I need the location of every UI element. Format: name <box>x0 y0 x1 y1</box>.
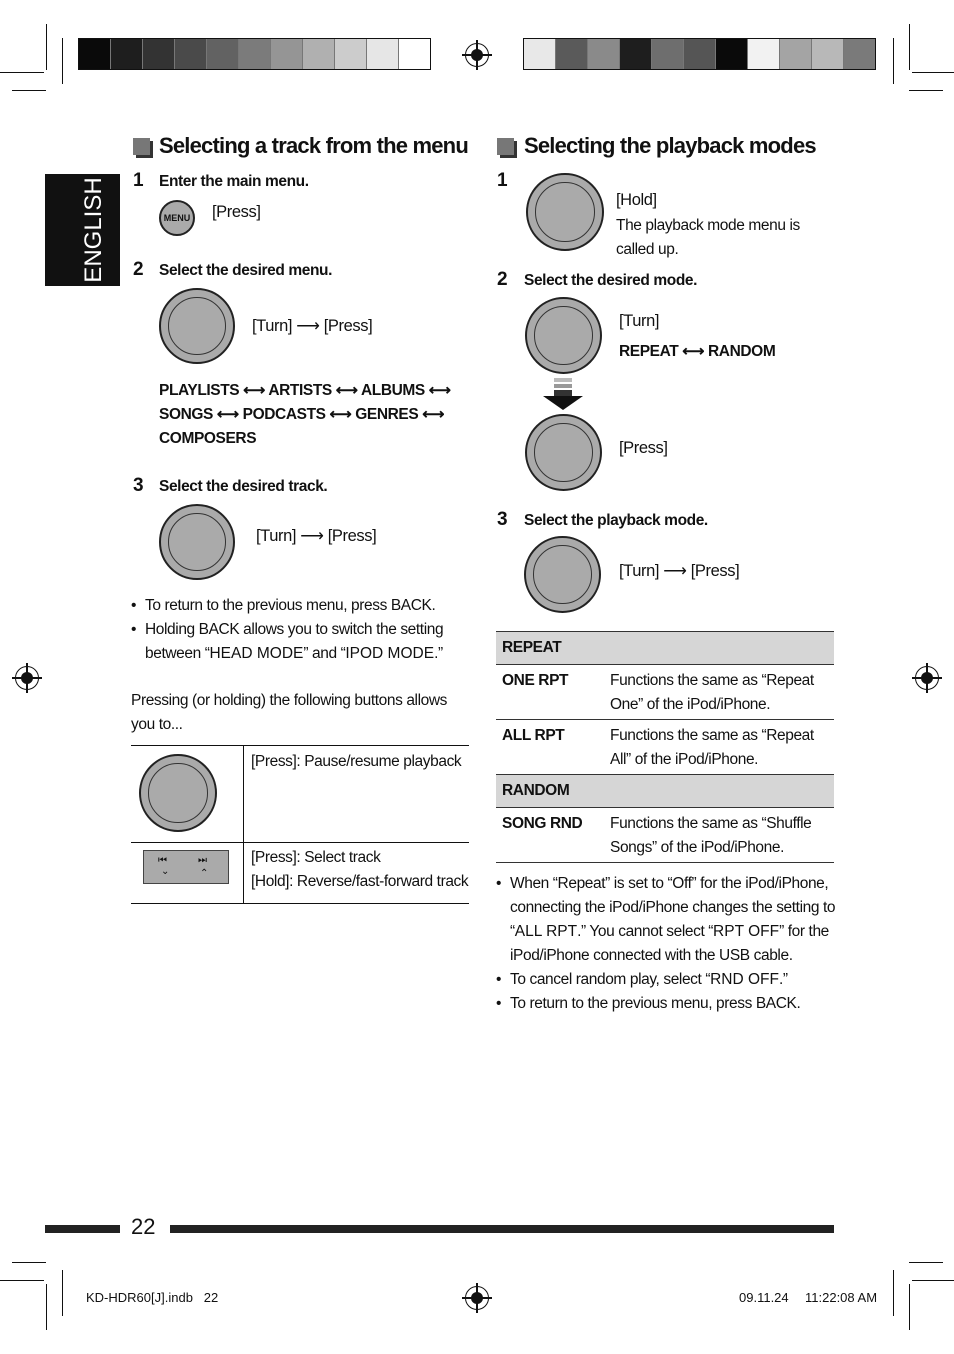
double-arrow-icon: ⟷ <box>216 406 239 423</box>
note-item: • To return to the previous menu, press BACK. <box>131 594 471 618</box>
turn-label: [Turn] <box>252 317 293 335</box>
registration-mark-icon <box>465 1286 489 1310</box>
chevron-up-icon: ⌃ <box>200 868 209 879</box>
turn-press-instruction <box>619 561 739 581</box>
mode-name: ONE RPT <box>496 665 604 720</box>
crop-mark <box>0 72 44 73</box>
control-dial-icon <box>526 173 604 251</box>
step-number: 1 <box>497 170 508 191</box>
mode-description: Functions the same as “Repeat One” of the iPod/iPhone. <box>604 665 834 720</box>
section-title: Selecting a track from the menu <box>159 133 468 158</box>
press-label: [Press] <box>690 562 740 580</box>
notes-list <box>131 594 471 666</box>
menu-button <box>159 200 195 236</box>
double-arrow-icon: ⟷ <box>422 406 445 423</box>
menu-button-label: MENU <box>163 213 191 223</box>
control-dial-icon <box>525 297 602 374</box>
print-file-info: KD-HDR60[J].indb 22 <box>86 1290 219 1305</box>
step-text: Select the desired mode. <box>524 272 698 289</box>
color-bar-left <box>78 38 431 70</box>
table-divider-vertical <box>243 746 244 903</box>
menu-option: PODCASTS <box>242 406 326 423</box>
crop-mark <box>46 1284 47 1330</box>
table-cell-text: [Press]: Pause/resume playback <box>251 753 462 770</box>
menu-options <box>159 379 451 451</box>
chevron-down-icon: ⌄ <box>161 866 170 877</box>
skip-forward-icon: ⏭ <box>198 855 207 866</box>
press-label: [Press] <box>327 527 377 545</box>
control-dial-icon <box>139 754 217 832</box>
table-cell-text: [Press]: Select track [Hold]: Reverse/fast-forward track <box>251 849 469 890</box>
double-arrow-icon: ⟷ <box>682 343 705 360</box>
turn-press-instruction <box>252 316 372 336</box>
down-arrow-icon <box>543 378 583 412</box>
menu-option: GENRES <box>355 406 419 423</box>
note-item: • Holding BACK allows you to switch the setting between “HEAD MODE” and “IPOD MODE.” <box>131 618 471 666</box>
crop-mark <box>912 72 954 73</box>
step-number: 1 <box>133 170 144 191</box>
print-date: 09.11.24 <box>739 1290 789 1305</box>
registration-mark-icon <box>465 43 489 67</box>
arrow-right-icon: ⟶ <box>296 317 320 335</box>
table-row <box>496 720 834 775</box>
skip-back-icon: ⏮ <box>158 855 167 866</box>
step-description: The playback mode menu is called up. <box>616 217 800 258</box>
step-text: Select the playback mode. <box>524 512 708 529</box>
menu-option: PLAYLISTS <box>159 382 240 399</box>
crop-mark <box>912 1280 954 1281</box>
mode-name: ALL RPT <box>496 720 604 775</box>
step-text: Select the desired track. <box>159 478 328 495</box>
crop-mark <box>909 1284 910 1330</box>
section-marker-icon <box>133 138 150 155</box>
crop-mark <box>0 1280 44 1281</box>
skip-buttons-icon <box>143 850 229 884</box>
press-label: [Press] <box>323 317 373 335</box>
crop-mark <box>12 90 46 91</box>
mode-description: Functions the same as “Repeat All” of the iPod/iPhone. <box>604 720 834 775</box>
section-marker-icon <box>497 138 514 155</box>
color-bar-right <box>523 38 876 70</box>
arrow-right-icon: ⟶ <box>300 527 324 545</box>
control-dial-icon <box>159 288 235 364</box>
arrow-right-icon: ⟶ <box>663 562 687 580</box>
table-header-row <box>496 775 834 808</box>
table-divider-horizontal <box>131 842 469 843</box>
menu-option: SONGS <box>159 406 213 423</box>
mode-name: SONG RND <box>496 808 604 863</box>
note-item: • To cancel random play, select “RND OFF.” <box>496 968 836 992</box>
table-row <box>496 665 834 720</box>
control-dial-icon <box>524 536 601 613</box>
control-dial-icon <box>159 504 235 580</box>
turn-label: [Turn] <box>256 527 297 545</box>
crop-mark <box>62 1270 63 1316</box>
note-item: • When “Repeat” is set to “Off” for the iPod/iPhone, connecting the iPod/iPhone changes the setting to “ALL RPT.” You cannot select “RPT OFF” for the iPod/iPhone connected with the USB cable. <box>496 872 836 968</box>
crop-mark <box>62 38 63 84</box>
press-label: [Press] <box>619 439 668 457</box>
step-number: 3 <box>133 475 144 496</box>
registration-mark-icon <box>15 666 39 690</box>
button-function-table <box>131 745 469 904</box>
registration-mark-icon <box>915 666 939 690</box>
intro-text: Pressing (or holding) the following buttons allows you to... <box>131 692 448 733</box>
crop-mark <box>12 1262 46 1263</box>
page-bar-left <box>45 1225 120 1233</box>
step-number: 3 <box>497 509 508 530</box>
double-arrow-icon: ⟷ <box>243 382 265 399</box>
page-bar-right <box>170 1225 834 1233</box>
playback-modes-table <box>496 631 834 863</box>
menu-option: ARTISTS <box>268 382 332 399</box>
double-arrow-icon: ⟷ <box>335 382 358 399</box>
double-arrow-icon: ⟷ <box>428 382 451 399</box>
crop-mark <box>46 24 47 70</box>
hold-label: [Hold] <box>616 191 657 209</box>
crop-mark <box>893 1270 894 1316</box>
mode-option: REPEAT <box>619 343 679 360</box>
language-tab <box>45 174 120 286</box>
mode-description: Functions the same as “Shuffle Songs” of the iPod/iPhone. <box>604 808 834 863</box>
double-arrow-icon: ⟷ <box>329 406 352 423</box>
step-text: Select the desired menu. <box>159 262 333 279</box>
crop-mark <box>909 90 943 91</box>
turn-label: [Turn] <box>619 562 660 580</box>
control-dial-icon <box>525 414 602 491</box>
note-item: • To return to the previous menu, press BACK. <box>496 992 836 1016</box>
page-number: 22 <box>131 1214 156 1239</box>
table-header: RANDOM <box>496 775 834 808</box>
table-header: REPEAT <box>496 632 834 665</box>
step-text: Enter the main menu. <box>159 173 309 190</box>
mode-option: RANDOM <box>708 343 776 360</box>
crop-mark <box>909 1262 943 1263</box>
step-number: 2 <box>133 259 144 280</box>
turn-label: [Turn] <box>619 312 660 330</box>
table-row <box>496 808 834 863</box>
crop-mark <box>893 38 894 84</box>
print-time: 11:22:08 AM <box>805 1290 878 1305</box>
language-tab-label: ENGLISH <box>80 177 107 283</box>
table-header-row <box>496 632 834 665</box>
menu-option: ALBUMS <box>360 382 425 399</box>
notes-list <box>496 872 836 1016</box>
press-label: [Press] <box>212 203 261 221</box>
step-number: 2 <box>497 269 508 290</box>
menu-option: COMPOSERS <box>159 430 257 447</box>
mode-options <box>619 342 775 361</box>
turn-press-instruction <box>256 526 376 546</box>
section-title: Selecting the playback modes <box>524 133 816 158</box>
crop-mark <box>909 24 910 70</box>
